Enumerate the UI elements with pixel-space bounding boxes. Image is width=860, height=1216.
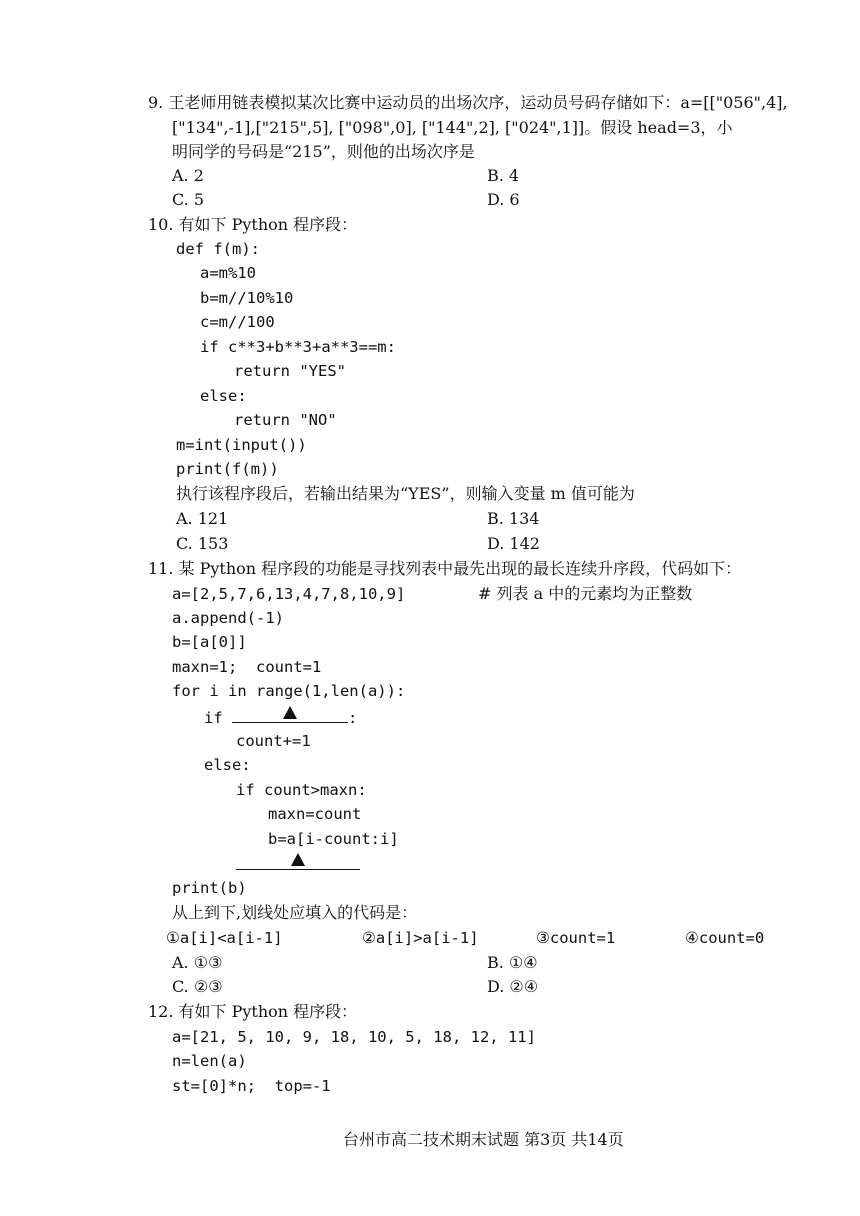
q9-line-1: 9. 王老师用链表模拟某次比赛中运动员的出场次序，运动员号码存储如下：a=[["056",4], [148,93,788,112]
q10-code-line: return "YES" [234,362,346,380]
q10-option-c: C. 153 [176,534,229,553]
page-footer: 台州市高二技术期末试题 第3页 共14页 [343,1130,624,1149]
q12-title: 12. 有如下 Python 程序段： [148,1002,358,1021]
q9-line-2: ["134",-1],["215",5], ["098",0], ["144",2], ["024",1]]。假设 head=3，小 [172,118,733,137]
q10-code-line: c=m//100 [200,313,275,331]
q11-choice-4: ④count=0 [685,929,765,947]
triangle-marker-icon [291,853,305,866]
q11-code-line: b=a[i-count:i] [268,830,399,848]
triangle-marker-icon [283,706,297,719]
q11-code-blank-line [236,851,360,877]
q10-question: 执行该程序段后，若输出结果为“YES”，则输入变量 m 值可能为 [176,484,635,503]
q10-code-line: else: [200,387,247,405]
q11-choice-3: ③count=1 [536,929,616,947]
q11-choice-2: ②a[i]>a[i-1] [362,929,479,947]
q11-option-b: B. ①④ [487,953,538,972]
q10-code-line: b=m//10%10 [200,289,294,307]
q11-code-line: maxn=count [268,805,362,823]
q9-option-d: D. 6 [487,190,520,209]
q11-blank-1 [232,704,348,723]
q11-code-line: count+=1 [236,732,311,750]
q10-title: 10. 有如下 Python 程序段： [148,215,358,234]
q11-code-line: b=[a[0]] [172,633,247,651]
q9-option-c: C. 5 [172,190,205,209]
q10-code-line: m=int(input()) [176,436,307,454]
q10-code-line: return "NO" [234,411,337,429]
q11-choice-1: ①a[i]<a[i-1] [166,929,283,947]
q10-option-d: D. 142 [487,534,540,553]
q11-code-line: print(b) [172,879,247,897]
q11-option-a: A. ①③ [172,953,223,972]
q10-code-line: def f(m): [176,240,260,258]
q11-code-line: else: [204,756,251,774]
q11-blank-2 [236,851,360,870]
q11-code-line: a=[2,5,7,6,13,4,7,8,10,9] [172,585,406,603]
q10-code-line: a=m%10 [200,264,256,282]
q11-code-line: if count>maxn: [236,781,367,799]
q11-fill-prompt: 从上到下,划线处应填入的代码是： [172,903,418,922]
q10-option-a: A. 121 [176,509,229,528]
q11-code-if-line [204,704,357,730]
q9-option-b: B. 4 [487,166,520,185]
q10-code-line: if c**3+b**3+a**3==m: [200,338,396,356]
q10-code-line: print(f(m)) [176,460,279,478]
q11-if-colon: : [348,709,358,727]
q12-code-line: n=len(a) [172,1052,247,1070]
q12-code-line: st=[0]*n; top=-1 [172,1077,331,1095]
q9-line-3: 明同学的号码是“215”，则他的出场次序是 [172,142,475,161]
q11-title: 11. 某 Python 程序段的功能是寻找列表中最先出现的最长连续升序段，代码如下： [148,559,742,578]
q11-if-keyword: if [204,709,223,727]
q10-option-b: B. 134 [487,509,540,528]
q12-code-line: a=[21, 5, 10, 9, 18, 10, 5, 18, 12, 11] [172,1028,536,1046]
q11-code-line: for i in range(1,len(a)): [172,682,406,700]
q11-option-c: C. ②③ [172,977,223,996]
q11-option-d: D. ②④ [487,977,539,996]
q11-code-line: maxn=1; count=1 [172,658,322,676]
q11-code-comment: # 列表 a 中的元素均为正整数 [478,584,693,603]
q11-code-line: a.append(-1) [172,609,284,627]
q9-option-a: A. 2 [172,166,204,185]
